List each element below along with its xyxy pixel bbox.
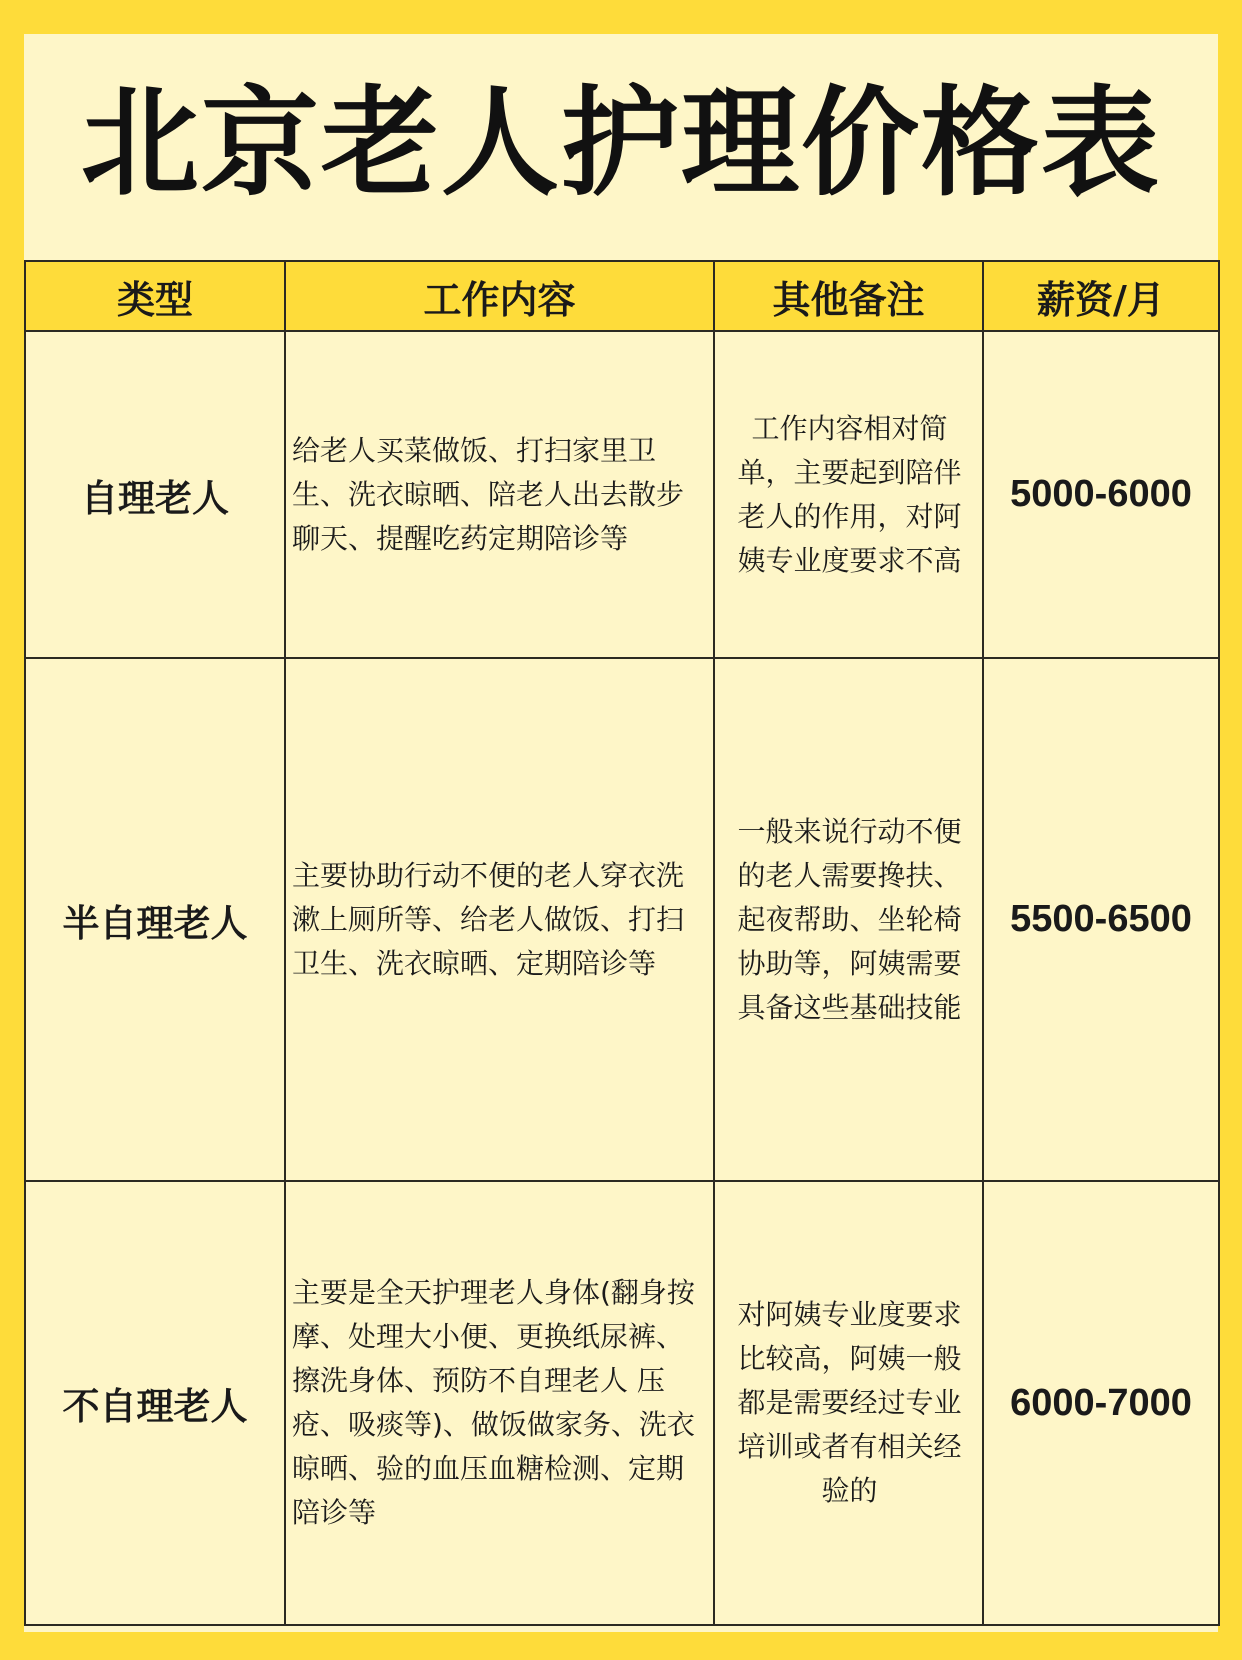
type-cell: 不自理老人: [25, 1181, 285, 1625]
header-content: 工作内容: [285, 261, 714, 331]
salary-cell: 5000-6000: [983, 331, 1219, 658]
type-cell: 半自理老人: [25, 658, 285, 1181]
salary-cell: 5500-6500: [983, 658, 1219, 1181]
note-cell: 对阿姨专业度要求比较高，阿姨一般都是需要经过专业培训或者有相关经验的: [714, 1181, 983, 1625]
header-salary: 薪资/月: [983, 261, 1219, 331]
table-header-row: [25, 261, 1219, 331]
salary-cell: 6000-7000: [983, 1181, 1219, 1625]
content-cell: 主要协助行动不便的老人穿衣洗漱上厕所等、给老人做饭、打扫卫生、洗衣晾晒、定期陪诊等: [285, 658, 714, 1181]
table-row: [25, 1181, 1219, 1625]
content-cell: 主要是全天护理老人身体(翻身按摩、处理大小便、更换纸尿裤、擦洗身体、预防不自理老人 压疮、吸痰等)、做饭做家务、洗衣晾晒、验的血压血糖检测、定期陪诊等: [285, 1181, 714, 1625]
note-cell: 一般来说行动不便的老人需要搀扶、起夜帮助、坐轮椅协助等，阿姨需要具备这些基础技能: [714, 658, 983, 1181]
note-cell: 工作内容相对简单，主要起到陪伴老人的作用，对阿姨专业度要求不高: [714, 331, 983, 658]
header-type: 类型: [25, 261, 285, 331]
content-cell: 给老人买菜做饭、打扫家里卫生、洗衣晾晒、陪老人出去散步聊天、提醒吃药定期陪诊等: [285, 331, 714, 658]
page-title: 北京老人护理价格表: [80, 74, 1161, 212]
header-note: 其他备注: [714, 261, 983, 331]
price-table: [24, 260, 1220, 1626]
table-row: [25, 658, 1219, 1181]
table-row: [25, 331, 1219, 658]
type-cell: 自理老人: [25, 331, 285, 658]
